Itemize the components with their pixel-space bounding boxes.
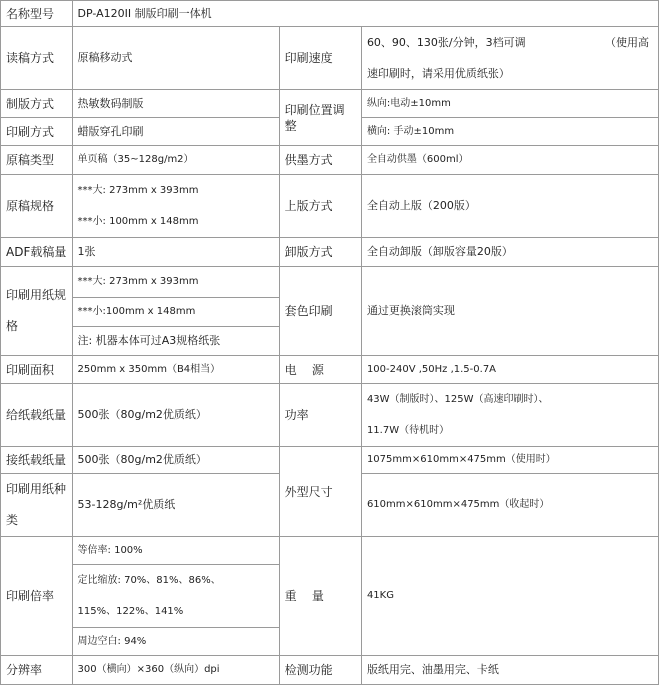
plate-label: 制版方式 [1, 90, 73, 118]
model-label: 名称型号 [1, 1, 73, 27]
adf-value: 1张 [72, 238, 279, 267]
wattage-line2: 11.7W（待机时） [366, 425, 450, 436]
orig-spec-value [72, 175, 279, 238]
area-value: 250mm x 350mm（B4相当） [72, 356, 279, 384]
paper-kind-label [1, 474, 73, 537]
ratio-label: 印刷倍率 [1, 537, 73, 656]
adf-label: ADF载稿量 [1, 238, 73, 267]
paper-spec-max: ***大: 273mm x 393mm [72, 267, 279, 298]
ratio-equal: 等倍率: 100% [72, 537, 279, 565]
resolution-label: 分辨率 [1, 656, 73, 685]
power-value: 100-240V ,50Hz ,1.5-0.7A [361, 356, 658, 384]
paper-kind-value: 53-128g/m²优质纸 [72, 474, 279, 537]
row-plate [1, 90, 659, 118]
detect-label: 检测功能 [279, 656, 361, 685]
row-ratio-equal [1, 537, 659, 565]
dimension-use: 1075mm×610mm×475mm（使用时） [361, 447, 658, 474]
row-adf [1, 238, 659, 267]
load-plate-value: 全自动上版（200版） [361, 175, 658, 238]
scan-value: 原稿移动式 [72, 27, 279, 90]
unload-label: 卸版方式 [279, 238, 361, 267]
row-scan [1, 27, 659, 90]
load-plate-label: 上版方式 [279, 175, 361, 238]
unload-value: 全自动卸版（卸版容量20版） [361, 238, 658, 267]
ratio-zoom-line1: 定比缩放: 70%、81%、86%、 [77, 575, 221, 586]
row-feed [1, 384, 659, 447]
detect-value: 版纸用完、油墨用完、卡纸 [361, 656, 658, 685]
row-orig-type [1, 146, 659, 175]
speed-label: 印刷速度 [279, 27, 361, 90]
wattage-line1: 43W（制版时）、125W（高速印刷时）、 [366, 394, 549, 405]
orig-type-value: 单页稿（35~128g/m2） [72, 146, 279, 175]
speed-line1: 60、90、130张/分钟，3档可调 [366, 36, 526, 49]
model-value: DP-A120II 制版印刷一体机 [72, 1, 658, 27]
row-model [1, 1, 659, 27]
scan-label: 读稿方式 [1, 27, 73, 90]
ratio-zoom-line2: 115%、122%、141% [77, 606, 184, 617]
paper-spec-label-line2: 格 [6, 319, 19, 333]
feed-label: 给纸载纸量 [1, 384, 73, 447]
orig-spec-max: ***大: 273mm x 393mm [77, 185, 199, 196]
print-method-label: 印刷方式 [1, 118, 73, 146]
row-paper-spec-max [1, 267, 659, 298]
resolution-value: 300（横向）×360（纵向）dpi [72, 656, 279, 685]
speed-line2: 速印刷时，请采用优质纸张） [366, 67, 510, 80]
ink-value: 全自动供墨（600ml） [361, 146, 658, 175]
ratio-zoom [72, 565, 279, 628]
orig-spec-min: ***小: 100mm x 148mm [77, 216, 199, 227]
color-value: 通过更换滚筒实现 [361, 267, 658, 356]
speed-value [361, 27, 658, 90]
area-label: 印刷面积 [1, 356, 73, 384]
row-receive [1, 447, 659, 474]
wattage-label: 功率 [279, 384, 361, 447]
paper-spec-note: 注: 机器本体可过A3规格纸张 [72, 327, 279, 356]
power-label: 电 源 [279, 356, 361, 384]
paper-kind-label-line2: 类 [6, 513, 19, 527]
dimension-stored: 610mm×610mm×475mm（收起时） [361, 474, 658, 537]
speed-line1-tail: （使用高 [605, 36, 649, 49]
paper-spec-label [1, 267, 73, 356]
ink-label: 供墨方式 [279, 146, 361, 175]
receive-label: 接纸载纸量 [1, 447, 73, 474]
position-vertical: 纵向:电动±10mm [361, 90, 658, 118]
orig-type-label: 原稿类型 [1, 146, 73, 175]
ratio-margin: 周边空白: 94% [72, 628, 279, 656]
position-horizontal: 横向: 手动±10mm [361, 118, 658, 146]
weight-label: 重 量 [279, 537, 361, 656]
row-resolution [1, 656, 659, 685]
orig-spec-label: 原稿规格 [1, 175, 73, 238]
feed-value: 500张（80g/m2优质纸） [72, 384, 279, 447]
paper-spec-label-line1: 印刷用纸规 [6, 288, 67, 302]
paper-kind-label-line1: 印刷用纸种 [6, 482, 67, 496]
wattage-value [361, 384, 658, 447]
weight-value: 41KG [361, 537, 658, 656]
position-label: 印刷位置调整 [279, 90, 361, 146]
paper-spec-min: ***小:100mm x 148mm [72, 298, 279, 327]
row-area [1, 356, 659, 384]
print-method-value: 蜡版穿孔印刷 [72, 118, 279, 146]
color-label: 套色印刷 [279, 267, 361, 356]
receive-value: 500张（80g/m2优质纸） [72, 447, 279, 474]
plate-value: 热敏数码制版 [72, 90, 279, 118]
dimension-label: 外型尺寸 [279, 447, 361, 537]
row-orig-spec [1, 175, 659, 238]
